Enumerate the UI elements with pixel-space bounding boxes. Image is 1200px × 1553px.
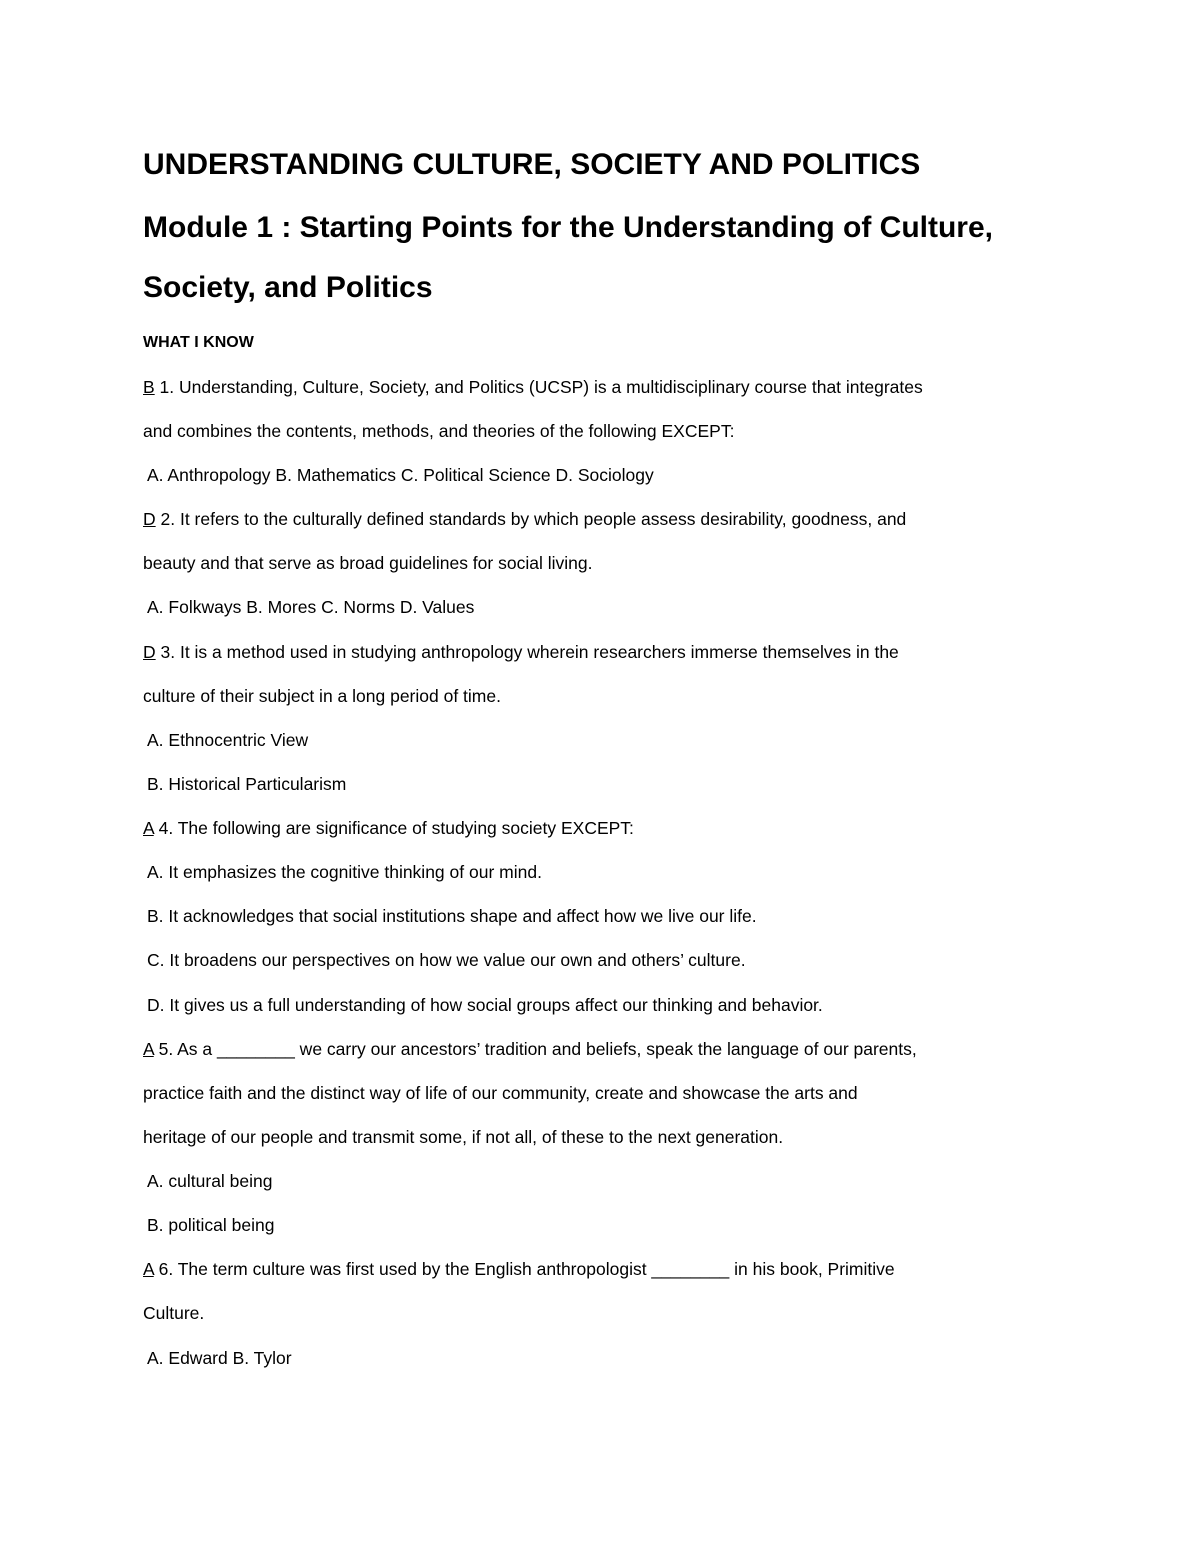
question-1-text: 1. Understanding, Culture, Society, and Politics (UCSP) is a multidisciplinary course that integrates xyxy=(154,377,923,397)
question-4-option-d: D. It gives us a full understanding of how social groups affect our thinking and behavior. xyxy=(147,995,823,1015)
question-3-line-1 xyxy=(143,638,899,666)
question-3-text: 3. It is a method used in studying anthropology wherein researchers immerse themselves in the xyxy=(155,642,899,662)
question-4-option-c: C. It broadens our perspectives on how we value our own and others’ culture. xyxy=(147,950,746,970)
question-3-line-2: culture of their subject in a long period of time. xyxy=(143,686,501,706)
module-title-line-2: Society, and Politics xyxy=(143,271,433,304)
question-3-answer: D xyxy=(143,642,156,662)
question-3-option-a: A. Ethnocentric View xyxy=(147,730,309,750)
question-4-option-a: A. It emphasizes the cognitive thinking of our mind. xyxy=(147,862,542,882)
question-1-line-1 xyxy=(143,373,923,401)
module-title-line-1: Module 1 : Starting Points for the Understanding of Culture, xyxy=(143,211,993,244)
question-5-text: 5. As a ________ we carry our ancestors’ tradition and beliefs, speak the language of our parents, xyxy=(153,1039,917,1059)
question-3-option-b: B. Historical Particularism xyxy=(147,774,347,794)
question-5-line-3: heritage of our people and transmit some, if not all, of these to the next generation. xyxy=(143,1127,784,1147)
question-2-line-1 xyxy=(143,505,906,533)
question-6-answer: A xyxy=(143,1259,154,1279)
document-title: UNDERSTANDING CULTURE, SOCIETY AND POLITICS xyxy=(143,148,921,181)
question-6-option-a: A. Edward B. Tylor xyxy=(147,1348,292,1368)
question-1-answer: B xyxy=(143,377,155,397)
question-4-answer: A xyxy=(143,818,154,838)
question-5-line-2: practice faith and the distinct way of life of our community, create and showcase the arts and xyxy=(143,1083,858,1103)
question-4-option-b: B. It acknowledges that social institutions shape and affect how we live our life. xyxy=(147,906,757,926)
question-4-line-1 xyxy=(143,814,634,842)
question-4-text: 4. The following are significance of studying society EXCEPT: xyxy=(153,818,634,838)
question-2-options: A. Folkways B. Mores C. Norms D. Values xyxy=(147,597,475,617)
question-5-line-1 xyxy=(143,1035,917,1063)
question-5-answer: A xyxy=(143,1039,154,1059)
section-heading: WHAT I KNOW xyxy=(143,334,254,351)
question-6-line-1 xyxy=(143,1255,895,1283)
question-5-option-b: B. political being xyxy=(147,1215,275,1235)
question-5-option-a: A. cultural being xyxy=(147,1171,273,1191)
question-2-text: 2. It refers to the culturally defined standards by which people assess desirability, goodness, and xyxy=(155,509,907,529)
question-2-line-2: beauty and that serve as broad guidelines for social living. xyxy=(143,553,593,573)
question-1-options: A. Anthropology B. Mathematics C. Political Science D. Sociology xyxy=(147,465,654,485)
question-2-answer: D xyxy=(143,509,156,529)
question-6-line-2: Culture. xyxy=(143,1303,205,1323)
question-1-line-2: and combines the contents, methods, and theories of the following EXCEPT: xyxy=(143,421,735,441)
question-6-text: 6. The term culture was first used by the English anthropologist ________ in his book, Primitive xyxy=(153,1259,895,1279)
